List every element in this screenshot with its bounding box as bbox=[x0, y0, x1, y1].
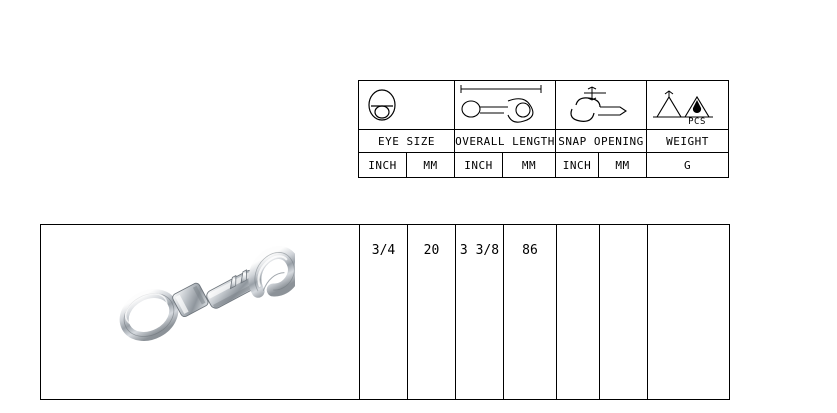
product-row-table bbox=[40, 224, 730, 400]
overall-length-icon-cell bbox=[455, 81, 556, 130]
spec-name-row bbox=[359, 130, 729, 153]
product-image-cell bbox=[41, 225, 360, 400]
snap-opening-icon bbox=[556, 83, 646, 127]
weight-unit-g: G bbox=[647, 153, 729, 178]
eye-size-unit-mm: MM bbox=[407, 153, 455, 178]
cell-eye-size-mm: 20 bbox=[408, 225, 456, 400]
overall-length-name: OVERALL LENGTH bbox=[455, 130, 556, 153]
snap-opening-unit-inch: INCH bbox=[556, 153, 599, 178]
eye-size-icon bbox=[359, 84, 454, 126]
cell-overall-length-mm: 86 bbox=[504, 225, 557, 400]
cell-eye-size-inch: 3/4 bbox=[360, 225, 408, 400]
weight-pcs-label: PCS bbox=[688, 117, 706, 127]
weight-name: WEIGHT bbox=[647, 130, 729, 153]
eye-size-unit-inch: INCH bbox=[359, 153, 407, 178]
table-row bbox=[41, 225, 730, 400]
weight-icon-cell bbox=[647, 81, 729, 130]
overall-length-unit-inch: INCH bbox=[455, 153, 503, 178]
eye-size-name: EYE SIZE bbox=[359, 130, 455, 153]
spec-unit-row bbox=[359, 153, 729, 178]
spec-icon-row bbox=[359, 81, 729, 130]
snap-opening-unit-mm: MM bbox=[599, 153, 647, 178]
overall-length-unit-mm: MM bbox=[503, 153, 556, 178]
swivel-snap-hook-photo bbox=[41, 225, 359, 381]
cell-snap-opening-inch bbox=[557, 225, 600, 400]
eye-size-icon-cell bbox=[359, 81, 455, 130]
cell-weight-g bbox=[648, 225, 730, 400]
snap-opening-icon-cell bbox=[556, 81, 647, 130]
overall-length-icon bbox=[455, 83, 555, 127]
weight-scale-icon bbox=[647, 83, 728, 127]
snap-opening-name: SNAP OPENING bbox=[556, 130, 647, 153]
spec-header-table bbox=[358, 80, 729, 178]
cell-snap-opening-mm bbox=[600, 225, 648, 400]
cell-overall-length-inch: 3 3/8 bbox=[456, 225, 504, 400]
